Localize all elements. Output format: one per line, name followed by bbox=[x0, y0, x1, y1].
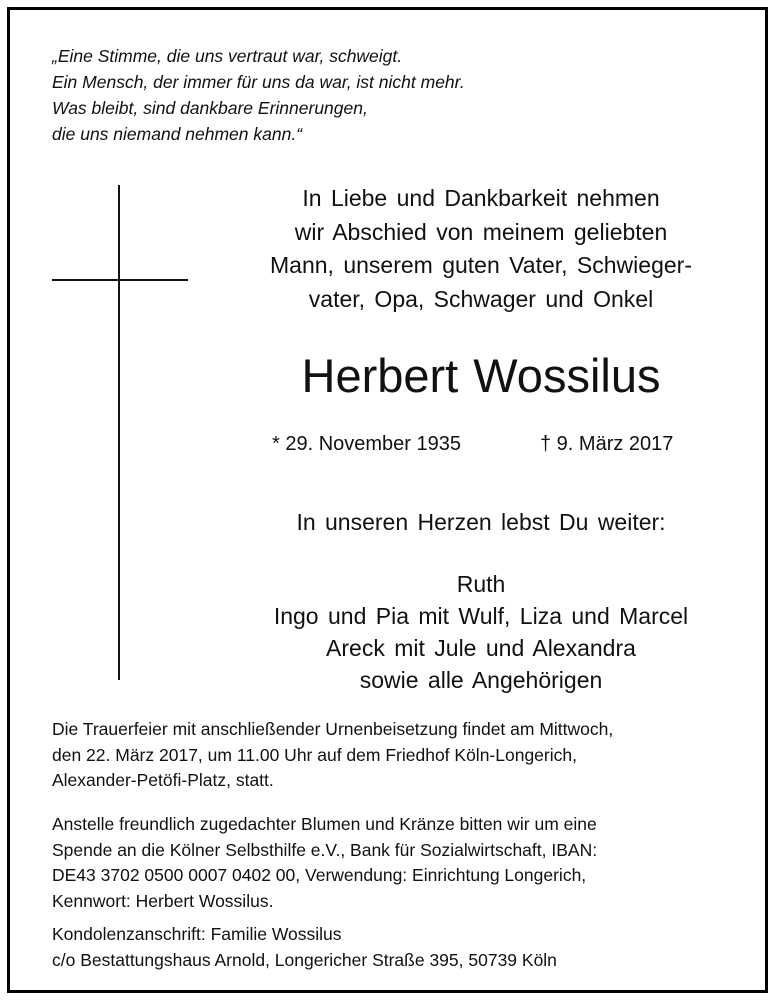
intro-line: In Liebe und Dankbarkeit nehmen bbox=[302, 185, 660, 211]
condolence-line: c/o Bestattungshaus Arnold, Longericher Straße 395, 50739 Köln bbox=[52, 949, 557, 970]
donation-line: DE43 3702 0500 0007 0402 00, Verwendung: Einrichtung Longerich, bbox=[52, 865, 587, 885]
quote-line: „Eine Stimme, die uns vertraut war, schweigt. bbox=[52, 46, 403, 66]
mourners-list bbox=[212, 568, 750, 696]
donation-line: Spende an die Kölner Selbsthilfe e.V., Bank für Sozialwirtschaft, IBAN: bbox=[52, 839, 598, 860]
birth-date: * 29. November 1935 bbox=[272, 433, 462, 455]
cross-vertical-bar bbox=[118, 185, 120, 680]
funeral-line: Die Trauerfeier mit anschließender Urnenbeisetzung findet am Mittwoch, bbox=[52, 719, 614, 739]
quote-line: Was bleibt, sind dankbare Erinnerungen, bbox=[52, 98, 368, 118]
mourner-line: Ingo und Pia mit Wulf, Liza und Marcel bbox=[273, 603, 689, 629]
funeral-details bbox=[52, 717, 613, 794]
condolence-address bbox=[52, 922, 557, 973]
funeral-line: den 22. März 2017, um 11.00 Uhr auf dem Friedhof Köln-Longerich, bbox=[52, 744, 577, 765]
intro-line: Mann, unserem guten Vater, Schwieger- bbox=[270, 252, 692, 278]
obituary-notice bbox=[7, 7, 768, 993]
donation-line: Kennwort: Herbert Wossilus. bbox=[52, 890, 274, 911]
funeral-line: Alexander-Petöfi-Platz, statt. bbox=[52, 770, 274, 790]
motto: In unseren Herzen lebst Du weiter: bbox=[296, 509, 666, 535]
mourner-line: sowie alle Angehörigen bbox=[359, 667, 603, 693]
intro-line: vater, Opa, Schwager und Onkel bbox=[308, 285, 654, 312]
opening-quote bbox=[52, 43, 465, 147]
quote-line: Ein Mensch, der immer für uns da war, ist nicht mehr. bbox=[52, 72, 465, 92]
intro-line: wir Abschied von meinem geliebten bbox=[294, 218, 668, 245]
death-date: † 9. März 2017 bbox=[540, 433, 674, 455]
cross-icon bbox=[52, 185, 188, 680]
deceased-name: Herbert Wossilus bbox=[301, 349, 661, 402]
mourner-line: Ruth bbox=[456, 571, 506, 597]
donation-line: Anstelle freundlich zugedachter Blumen und Kränze bitten wir um eine bbox=[52, 814, 597, 834]
donation-details bbox=[52, 812, 597, 914]
mourner-line: Areck mit Jule und Alexandra bbox=[326, 635, 636, 661]
cross-horizontal-bar bbox=[52, 279, 188, 281]
quote-line: die uns niemand nehmen kann.“ bbox=[52, 124, 303, 144]
farewell-intro bbox=[212, 182, 750, 316]
condolence-line: Kondolenzanschrift: Familie Wossilus bbox=[52, 924, 342, 944]
